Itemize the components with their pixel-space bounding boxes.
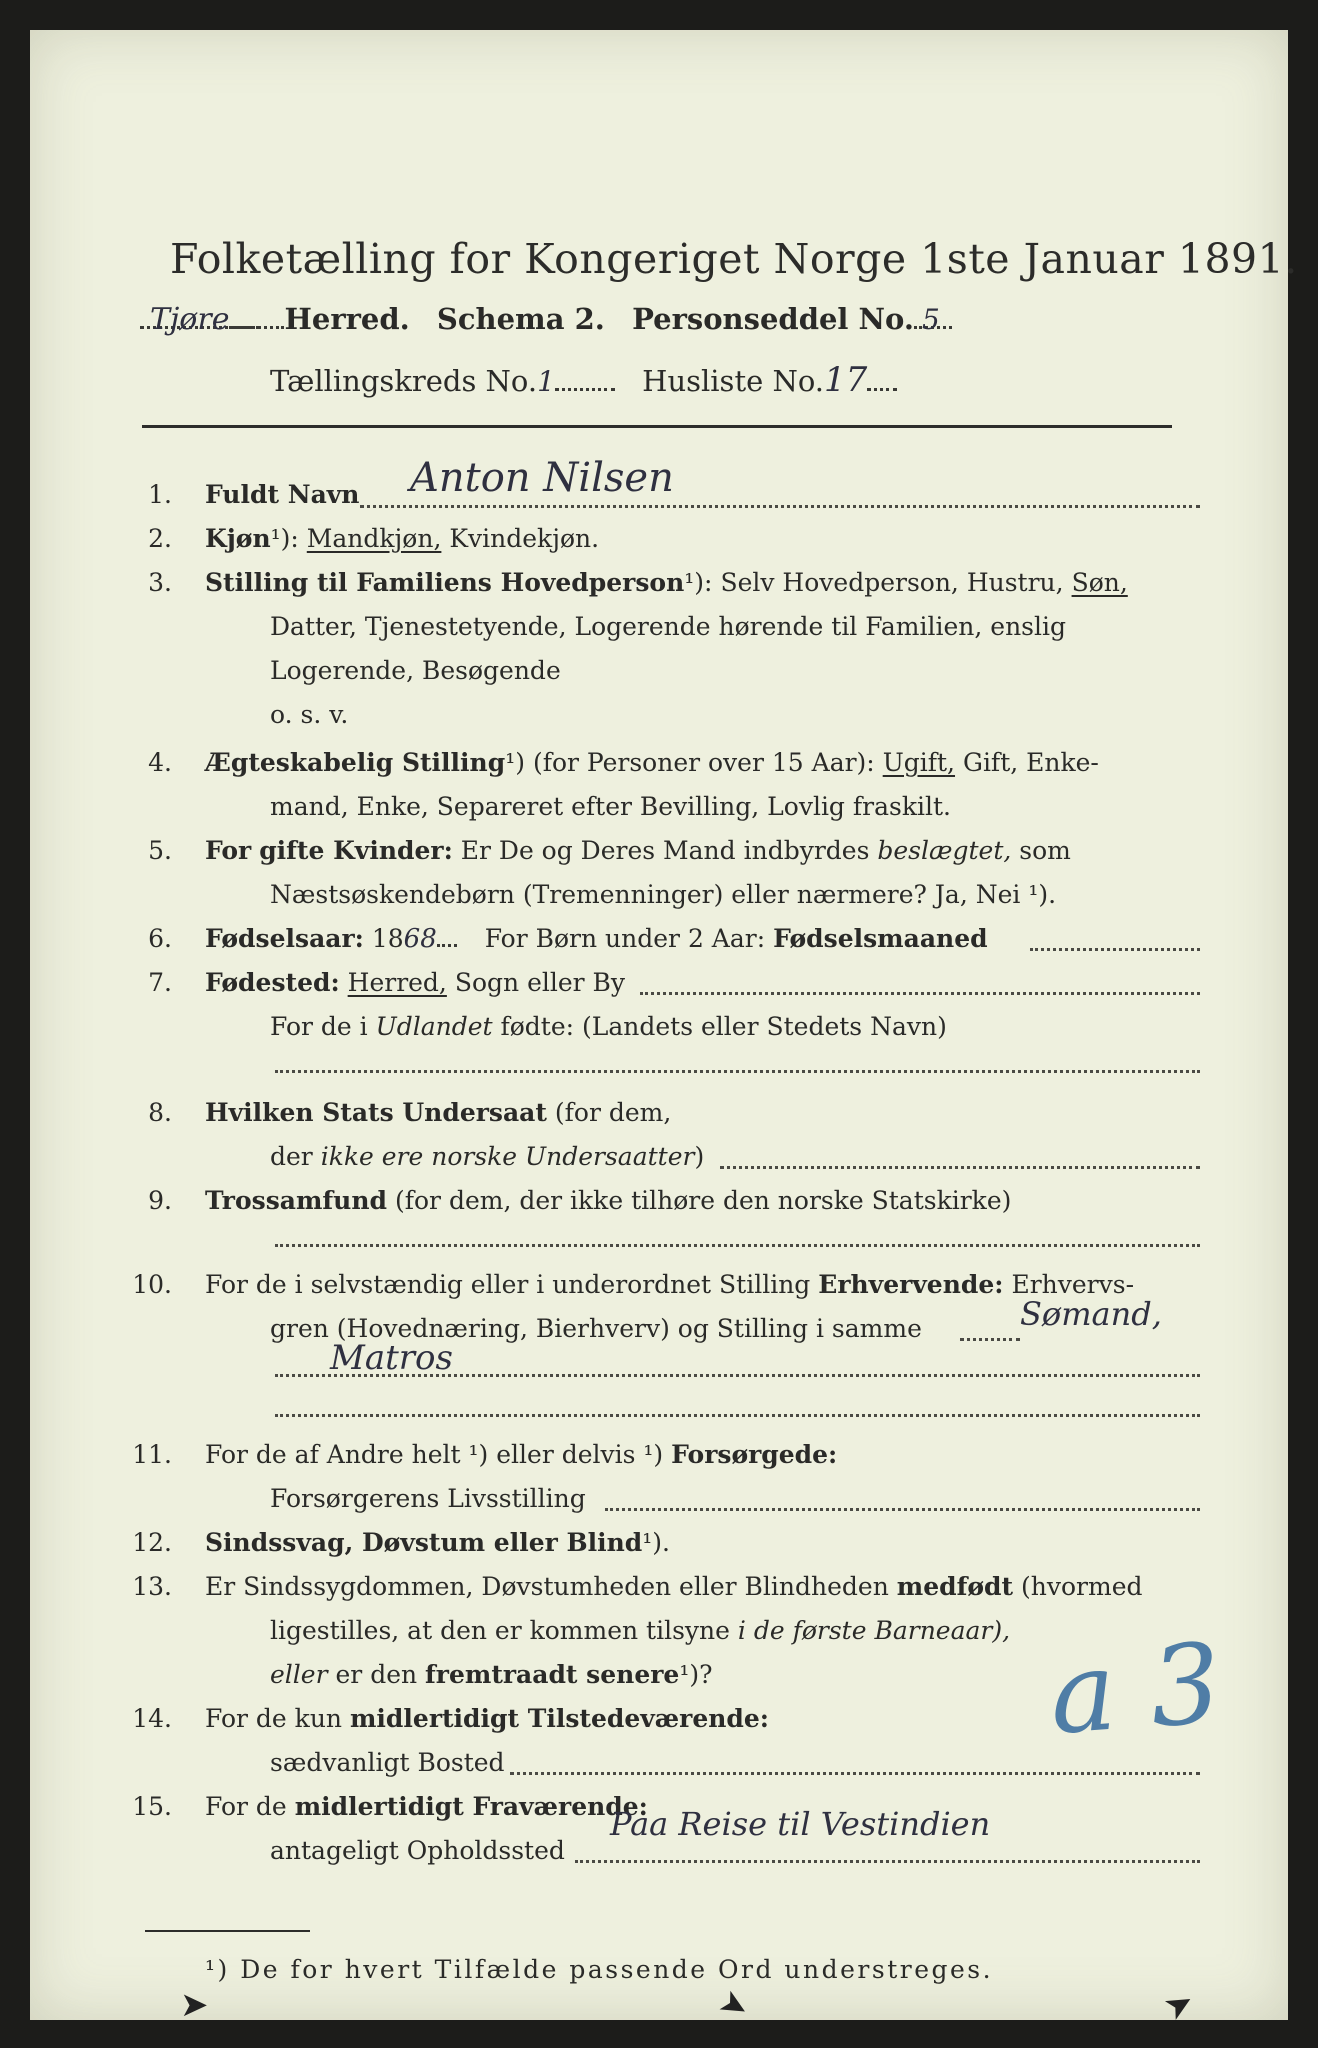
q13-line3-bold: fremtraadt senere: [425, 1660, 680, 1689]
q15-pre: For de: [205, 1792, 287, 1821]
q7-options-rest: Sogn eller By: [454, 968, 626, 997]
q7-line2-italic: Udlandet: [375, 1012, 493, 1041]
q6-answer: 68: [403, 924, 437, 954]
q10-dotted-line3: [275, 1414, 1200, 1417]
q13-number: 13.: [132, 1572, 172, 1601]
census-form-sheet: [30, 30, 1298, 2030]
q3-line4: o. s. v.: [270, 700, 349, 729]
q13-line3: [270, 1660, 713, 1689]
q12-footnote-ref: ¹).: [642, 1528, 671, 1557]
q6-line: [205, 924, 988, 954]
q14-line1: [205, 1704, 769, 1733]
q3-label: Stilling til Familiens Hovedperson: [205, 568, 685, 597]
q3-line1: [205, 568, 1128, 597]
kreds-line: [270, 360, 897, 400]
q4-paren: (for Personer over 15 Aar):: [532, 748, 875, 777]
q14-dotted-line: [510, 1772, 1200, 1775]
q12-label: Sindssvag, Døvstum eller Blind: [205, 1528, 643, 1557]
q5-label: gifte Kvinder:: [259, 836, 453, 865]
personseddel-label: Personseddel No.: [632, 302, 914, 336]
q5-line2: Næstsøskendebørn (Tremenninger) eller nærmere? Ja, Nei ¹).: [270, 880, 1057, 909]
q4-line1: [205, 748, 1099, 777]
q13-line3c: ¹)?: [679, 1660, 713, 1689]
q4-options-rest: Gift, Enke-: [962, 748, 1099, 777]
q7-number: 7.: [148, 968, 172, 997]
q2-number: 2.: [148, 524, 172, 553]
q6-text: For Børn under 2 Aar:: [484, 924, 766, 953]
q1-label: Fuldt Navn: [205, 480, 360, 509]
q11-line1: [205, 1440, 837, 1469]
q9-label: Trossamfund: [205, 1186, 388, 1215]
q14-number: 14.: [132, 1704, 172, 1733]
husliste-value: 17: [824, 360, 868, 400]
q8-number: 8.: [148, 1098, 172, 1127]
q7-line2a: For de i: [270, 1012, 368, 1041]
registration-mark-left: ➤: [180, 1985, 209, 2025]
q4-line2: mand, Enke, Separeret efter Bevilling, Lovlig fraskilt.: [270, 792, 951, 821]
q1-answer: Anton Nilsen: [410, 455, 674, 501]
schema-label: Schema 2.: [436, 302, 605, 336]
q11-line2: Forsørgerens Livsstilling: [270, 1484, 586, 1513]
q15-label: midlertidigt Fraværende:: [294, 1792, 648, 1821]
q8-line2: [270, 1142, 704, 1171]
q12-number: 12.: [132, 1528, 172, 1557]
q3-option-son: Søn,: [1071, 568, 1128, 597]
q2-option-kvindekjon: Kvindekjøn.: [449, 524, 600, 553]
q13-line3-italic: eller: [270, 1660, 328, 1689]
q3-footnote-ref: ¹):: [684, 568, 713, 597]
q13-label: medfødt: [896, 1572, 1014, 1601]
q6-number: 6.: [148, 924, 172, 953]
q7-option-herred: Herred,: [347, 968, 447, 997]
q8-line2a: der: [270, 1142, 313, 1171]
q5-italic: beslægtet,: [877, 836, 1012, 865]
q10-label: Erhvervende:: [818, 1270, 1004, 1299]
q7-dotted-line2: [275, 1070, 1200, 1073]
q13-line1: [205, 1572, 1143, 1601]
q6-dotted-line: [1030, 948, 1200, 951]
q6-label2: Fødselsmaaned: [773, 924, 988, 953]
q13-line3b: er den: [335, 1660, 418, 1689]
q3-line3: Logerende, Besøgende: [270, 656, 561, 685]
q3-number: 3.: [148, 568, 172, 597]
q9-rest: (for dem, der ikke tilhøre den norske Statskirke): [394, 1186, 1012, 1215]
q13-line1b: (hvormed: [1021, 1572, 1143, 1601]
q2-option-mandkjon: Mandkjøn,: [306, 524, 442, 553]
q15-number: 15.: [132, 1792, 172, 1821]
q11-label: Forsørgede:: [671, 1440, 838, 1469]
registration-mark-center: ➤: [711, 1980, 757, 2030]
q13-line1a: Er Sindssygdommen, Døvstumheden eller Blindheden: [205, 1572, 889, 1601]
q3-line2: Datter, Tjenestetyende, Logerende hørende til Familien, enslig: [270, 612, 1067, 641]
q8-line2b: ): [694, 1142, 705, 1171]
q15-line2: antageligt Opholdssted: [270, 1836, 565, 1865]
q9-dotted-line: [275, 1244, 1200, 1247]
q10-line1-text: For de i selvstændig eller i underordnet Stilling: [205, 1270, 811, 1299]
q7-dotted-line: [640, 992, 1200, 995]
q8-label: Hvilken Stats Undersaat: [205, 1098, 547, 1127]
q5-text1: Er De og Deres Mand indbyrdes: [460, 836, 870, 865]
q15-line1: [205, 1792, 648, 1821]
q14-label: midlertidigt Tilstedeværende:: [349, 1704, 770, 1733]
q15-answer: Paa Reise til Vestindien: [610, 1805, 991, 1843]
header-rule: [142, 425, 1172, 428]
q4-option-ugift: Ugift,: [882, 748, 956, 777]
footnote: ¹) De for hvert Tilfælde passende Ord understreges.: [205, 1955, 994, 1984]
q14-line2: sædvanligt Bosted: [270, 1748, 505, 1777]
pencil-mark: a 3: [1045, 1619, 1225, 1759]
q4-label: Ægteskabelig Stilling: [205, 748, 506, 777]
herred-line: [140, 302, 940, 337]
herred-label: Herred.: [284, 302, 410, 336]
personseddel-value: 5: [921, 303, 940, 336]
q4-number: 4.: [148, 748, 172, 777]
q11-number: 11.: [132, 1440, 172, 1469]
registration-mark-right: ➤: [1156, 1980, 1202, 2030]
q1-number: 1.: [148, 480, 172, 509]
q9-number: 9.: [148, 1186, 172, 1215]
q4-footnote-ref: ¹): [505, 748, 525, 777]
q5-number: 5.: [148, 836, 172, 865]
q7-line1: [205, 968, 625, 997]
q5-pre: For: [205, 836, 252, 865]
q10-answer1: Sømand,: [1020, 1295, 1162, 1333]
q5-line1: [205, 836, 1071, 865]
q7-line2: [270, 1012, 947, 1041]
q9-line: [205, 1186, 1011, 1215]
q8-line2-italic: ikke ere norske Undersaatter: [320, 1142, 695, 1171]
q10-line1: [205, 1270, 1134, 1299]
q15-dotted-line: [575, 1860, 1200, 1863]
herred-value: Tjøre: [150, 302, 230, 337]
kreds-label: Tællingskreds No.: [270, 364, 538, 398]
q7-label: Fødested:: [205, 968, 340, 997]
kreds-value: 1: [537, 365, 555, 398]
q11-dotted-line: [605, 1508, 1200, 1511]
q10-line1b: Erhvervs-: [1011, 1270, 1135, 1299]
q13-line2-italic: i de første Barneaar),: [737, 1616, 1011, 1645]
q10-number: 10.: [132, 1270, 172, 1299]
q12-line: [205, 1528, 670, 1557]
q5-text2: som: [1019, 836, 1071, 865]
q13-line2a: ligestilles, at den er kommen tilsyne: [270, 1616, 730, 1645]
q10-dotted-line1: [960, 1338, 1020, 1341]
q1-dotted-line: [360, 505, 1200, 508]
q13-line2: [270, 1616, 1010, 1645]
q6-year-prefix: 18: [371, 924, 404, 953]
q2-line: [205, 524, 599, 553]
q8-rest: (for dem,: [554, 1098, 672, 1127]
husliste-label: Husliste No.: [642, 364, 825, 398]
q8-line1: [205, 1098, 671, 1127]
q7-line2b: fødte: (Landets eller Stedets Navn): [500, 1012, 947, 1041]
form-title: Folketælling for Kongeriget Norge 1ste Januar 1891.: [170, 235, 1298, 283]
q8-dotted-line: [720, 1166, 1200, 1169]
q6-label: Fødselsaar:: [205, 924, 364, 953]
q10-answer2: Matros: [330, 1338, 453, 1378]
q2-label: Kjøn: [205, 524, 271, 553]
q2-footnote-ref: ¹):: [270, 524, 299, 553]
q10-line2: gren (Hovednæring, Bierhverv) og Stilling i samme: [270, 1314, 922, 1343]
footnote-rule: [145, 1930, 310, 1932]
q3-options-a: Selv Hovedperson, Hustru,: [720, 568, 1064, 597]
q14-pre: For de kun: [205, 1704, 343, 1733]
q11-line1-text: For de af Andre helt ¹) eller delvis ¹): [205, 1440, 664, 1469]
